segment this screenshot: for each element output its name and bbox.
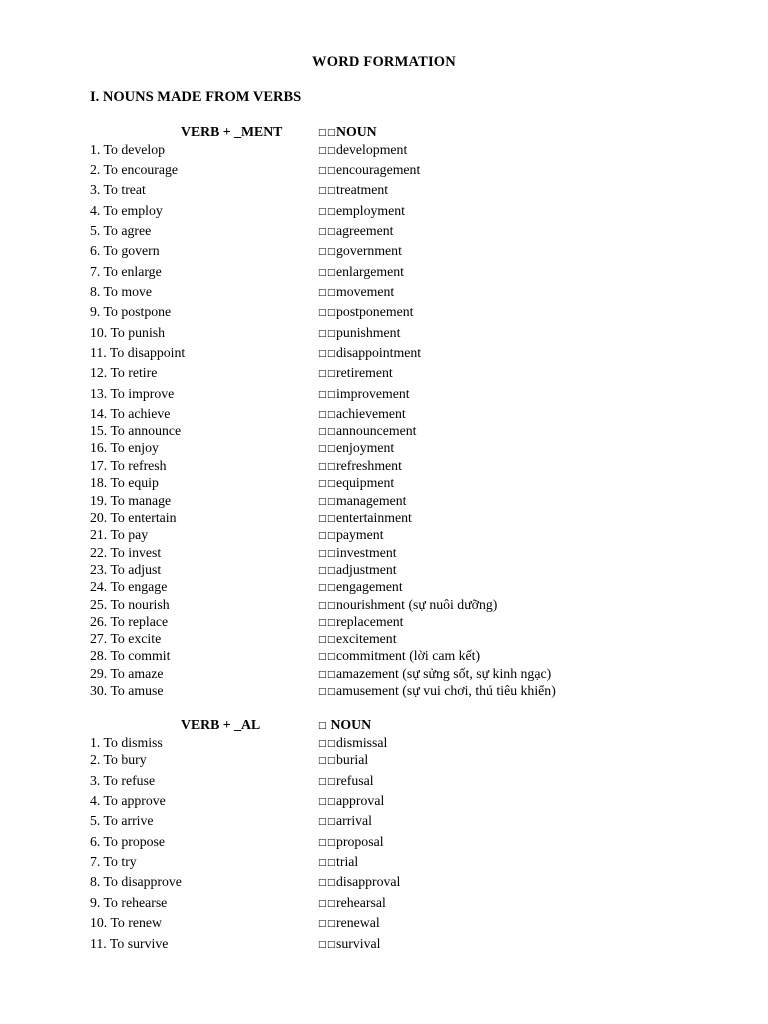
noun-cell — [318, 773, 374, 789]
ment-verb-header: VERB + _MENT — [181, 124, 283, 139]
verb-text: 9. To postpone — [90, 304, 172, 319]
noun-cell — [318, 142, 407, 158]
noun-cell — [318, 325, 400, 341]
noun-cell — [318, 793, 384, 809]
verb-text: 16. To enjoy — [90, 440, 159, 455]
arrow-glyph: □□ — [318, 514, 337, 524]
noun-cell — [318, 510, 412, 526]
verb-text: 13. To improve — [90, 386, 175, 401]
arrow-glyph: □□ — [318, 858, 337, 868]
noun-text: trial — [336, 854, 359, 869]
verb-text: 1. To dismiss — [90, 735, 163, 750]
noun-cell — [318, 223, 393, 239]
verb-text: 30. To amuse — [90, 683, 164, 698]
noun-cell — [318, 182, 388, 198]
arrow-glyph: □□ — [318, 390, 337, 400]
ment-row — [0, 142, 768, 159]
noun-text: amazement (sự sửng sốt, sự kinh ngạc) — [336, 666, 552, 681]
noun-cell — [318, 458, 402, 474]
verb-text: 28. To commit — [90, 648, 171, 663]
noun-cell — [318, 683, 556, 699]
noun-cell — [318, 162, 420, 178]
verb-text: 29. To amaze — [90, 666, 164, 681]
arrow-glyph: □□ — [318, 940, 337, 950]
noun-cell — [318, 423, 416, 439]
noun-text: employment — [336, 203, 405, 218]
noun-cell — [318, 284, 394, 300]
ment-row — [0, 243, 768, 260]
al-verb-header: VERB + _AL — [181, 717, 261, 732]
verb-text: 4. To employ — [90, 203, 163, 218]
noun-cell — [318, 631, 397, 647]
al-row — [0, 735, 768, 752]
verb-text: 11. To survive — [90, 936, 169, 951]
arrow-glyph: □□ — [318, 349, 337, 359]
noun-text: adjustment — [336, 562, 397, 577]
verb-text: 22. To invest — [90, 545, 162, 560]
verb-text: 19. To manage — [90, 493, 172, 508]
verb-text: 6. To propose — [90, 834, 166, 849]
noun-text: renewal — [336, 915, 380, 930]
ment-row — [0, 365, 768, 382]
ment-row — [0, 597, 768, 614]
ment-row — [0, 440, 768, 457]
noun-text: movement — [336, 284, 395, 299]
noun-cell — [318, 345, 421, 361]
noun-text: nourishment (sự nuôi dưỡng) — [336, 597, 498, 612]
noun-text: enjoyment — [336, 440, 395, 455]
page-title: WORD FORMATION — [312, 54, 456, 70]
al-row — [0, 752, 768, 769]
arrow-glyph: □□ — [318, 583, 337, 593]
verb-text: 18. To equip — [90, 475, 159, 490]
noun-cell — [318, 895, 386, 911]
noun-text: refreshment — [336, 458, 402, 473]
verb-text: 7. To try — [90, 854, 137, 869]
noun-text: equipment — [336, 475, 395, 490]
ment-row — [0, 284, 768, 301]
noun-cell — [318, 264, 404, 280]
ment-row — [0, 264, 768, 281]
noun-text: agreement — [336, 223, 394, 238]
noun-text: development — [336, 142, 408, 157]
ment-row — [0, 631, 768, 648]
arrow-glyph: □□ — [318, 817, 337, 827]
verb-text: 12. To retire — [90, 365, 158, 380]
ment-row — [0, 223, 768, 240]
noun-cell — [318, 579, 403, 595]
arrow-glyph: □□ — [318, 268, 337, 278]
arrow-glyph: □ — [318, 721, 328, 731]
noun-text: disapproval — [336, 874, 401, 889]
ment-row — [0, 182, 768, 199]
noun-text: postponement — [336, 304, 414, 319]
arrow-glyph: □□ — [318, 899, 337, 909]
noun-text: replacement — [336, 614, 404, 629]
noun-cell — [318, 386, 410, 402]
ment-row — [0, 683, 768, 700]
noun-cell — [318, 915, 380, 931]
verb-text: 8. To disapprove — [90, 874, 182, 889]
noun-cell — [318, 475, 394, 491]
ment-row — [0, 527, 768, 544]
noun-text: disappointment — [336, 345, 422, 360]
noun-text: announcement — [336, 423, 417, 438]
noun-cell — [318, 597, 497, 613]
noun-text: rehearsal — [336, 895, 386, 910]
noun-text: amusement (sự vui chơi, thú tiêu khiển) — [336, 683, 556, 698]
arrow-glyph: □□ — [318, 838, 337, 848]
al-row — [0, 793, 768, 810]
verb-text: 1. To develop — [90, 142, 166, 157]
arrow-glyph: □□ — [318, 652, 337, 662]
noun-cell — [318, 854, 358, 870]
verb-text: 24. To engage — [90, 579, 168, 594]
arrow-glyph: □□ — [318, 756, 337, 766]
al-row — [0, 813, 768, 830]
verb-text: 3. To refuse — [90, 773, 156, 788]
noun-cell — [318, 874, 400, 890]
al-row — [0, 854, 768, 871]
noun-cell — [318, 527, 384, 543]
noun-text: enlargement — [336, 264, 404, 279]
verb-text: 9. To rehearse — [90, 895, 168, 910]
arrow-glyph: □□ — [318, 288, 337, 298]
noun-cell — [318, 440, 394, 456]
verb-text: 2. To encourage — [90, 162, 179, 177]
noun-cell — [318, 648, 480, 664]
noun-text: encouragement — [336, 162, 421, 177]
ment-row — [0, 545, 768, 562]
section-heading: I. NOUNS MADE FROM VERBS — [90, 89, 302, 105]
verb-text: 2. To bury — [90, 752, 147, 767]
noun-text: entertainment — [336, 510, 412, 525]
ment-row — [0, 493, 768, 510]
ment-row — [0, 475, 768, 492]
ment-row — [0, 458, 768, 475]
verb-text: 15. To announce — [90, 423, 182, 438]
verb-text: 11. To disappoint — [90, 345, 186, 360]
arrow-glyph: □□ — [318, 329, 337, 339]
noun-text: approval — [336, 793, 385, 808]
ment-row — [0, 203, 768, 220]
verb-text: 7. To enlarge — [90, 264, 162, 279]
arrow-glyph: □□ — [318, 739, 337, 749]
arrow-glyph: □□ — [318, 497, 337, 507]
arrow-glyph: □□ — [318, 444, 337, 454]
ment-row — [0, 304, 768, 321]
verb-text: 4. To approve — [90, 793, 166, 808]
al-row — [0, 895, 768, 912]
ment-row — [0, 579, 768, 596]
arrow-glyph: □□ — [318, 777, 337, 787]
al-row — [0, 773, 768, 790]
verb-text: 20. To entertain — [90, 510, 177, 525]
arrow-glyph: □□ — [318, 227, 337, 237]
ment-row — [0, 648, 768, 665]
noun-cell — [318, 614, 403, 630]
noun-cell — [318, 813, 372, 829]
ment-row — [0, 423, 768, 440]
noun-text: government — [336, 243, 402, 258]
noun-cell — [318, 752, 368, 768]
verb-text: 27. To excite — [90, 631, 162, 646]
verb-text: 23. To adjust — [90, 562, 162, 577]
arrow-glyph: □□ — [318, 670, 337, 680]
arrow-glyph: □□ — [318, 549, 337, 559]
noun-cell — [318, 834, 384, 850]
verb-text: 6. To govern — [90, 243, 160, 258]
arrow-glyph: □□ — [318, 878, 337, 888]
al-row — [0, 936, 768, 953]
verb-text: 10. To punish — [90, 325, 166, 340]
verb-text: 8. To move — [90, 284, 153, 299]
noun-text: payment — [336, 527, 384, 542]
noun-cell — [318, 666, 551, 682]
arrow-glyph: □□ — [318, 410, 337, 420]
arrow-glyph: □□ — [318, 797, 337, 807]
noun-cell — [318, 493, 407, 509]
noun-cell — [318, 545, 397, 561]
ment-row — [0, 510, 768, 527]
ment-row — [0, 406, 768, 423]
ment-row — [0, 386, 768, 403]
verb-text: 5. To agree — [90, 223, 152, 238]
noun-cell — [318, 203, 405, 219]
noun-text: engagement — [336, 579, 403, 594]
arrow-glyph: □□ — [318, 531, 337, 541]
noun-text: improvement — [336, 386, 410, 401]
noun-text: punishment — [336, 325, 401, 340]
noun-text: investment — [336, 545, 397, 560]
ment-row — [0, 666, 768, 683]
arrow-glyph: □□ — [318, 427, 337, 437]
arrow-glyph: □□ — [318, 146, 337, 156]
arrow-glyph: □□ — [318, 369, 337, 379]
al-row — [0, 915, 768, 932]
al-row — [0, 834, 768, 851]
al-noun-header: □ NOUN — [318, 717, 372, 732]
arrow-glyph: □□ — [318, 308, 337, 318]
noun-text: burial — [336, 752, 369, 767]
noun-text: commitment (lời cam kết) — [336, 648, 481, 663]
arrow-glyph: □□ — [318, 462, 337, 472]
noun-text: management — [336, 493, 407, 508]
arrow-glyph: □□ — [318, 166, 337, 176]
arrow-glyph: □□ — [318, 247, 337, 257]
noun-text: dismissal — [336, 735, 388, 750]
arrow-glyph: □□ — [318, 566, 337, 576]
noun-text: arrival — [336, 813, 373, 828]
arrow-glyph: □□ — [318, 479, 337, 489]
noun-text: retirement — [336, 365, 393, 380]
al-row — [0, 874, 768, 891]
noun-text: treatment — [336, 182, 389, 197]
arrow-glyph: □□ — [318, 601, 337, 611]
arrow-glyph: □□ — [318, 635, 337, 645]
noun-cell — [318, 365, 393, 381]
noun-text: excitement — [336, 631, 397, 646]
ment-row — [0, 345, 768, 362]
verb-text: 5. To arrive — [90, 813, 154, 828]
arrow-glyph: □□ — [318, 618, 337, 628]
noun-cell — [318, 936, 380, 952]
verb-text: 14. To achieve — [90, 406, 171, 421]
verb-text: 17. To refresh — [90, 458, 167, 473]
verb-text: 3. To treat — [90, 182, 146, 197]
arrow-glyph: □□ — [318, 186, 337, 196]
noun-text: survival — [336, 936, 381, 951]
verb-text: 10. To renew — [90, 915, 162, 930]
noun-cell — [318, 304, 413, 320]
noun-cell — [318, 735, 387, 751]
ment-row — [0, 325, 768, 342]
ment-row — [0, 162, 768, 179]
arrow-glyph: □□ — [318, 687, 337, 697]
noun-text: achievement — [336, 406, 406, 421]
arrow-glyph: □□ — [318, 207, 337, 217]
verb-text: 21. To pay — [90, 527, 149, 542]
noun-text: refusal — [336, 773, 374, 788]
noun-cell — [318, 243, 402, 259]
noun-cell — [318, 406, 406, 422]
verb-text: 25. To nourish — [90, 597, 170, 612]
ment-noun-header: □□NOUN — [318, 124, 377, 139]
ment-row — [0, 614, 768, 631]
verb-text: 26. To replace — [90, 614, 169, 629]
arrow-glyph: □□ — [318, 128, 337, 138]
noun-text: proposal — [336, 834, 384, 849]
arrow-glyph: □□ — [318, 919, 337, 929]
ment-row — [0, 562, 768, 579]
noun-cell — [318, 562, 397, 578]
